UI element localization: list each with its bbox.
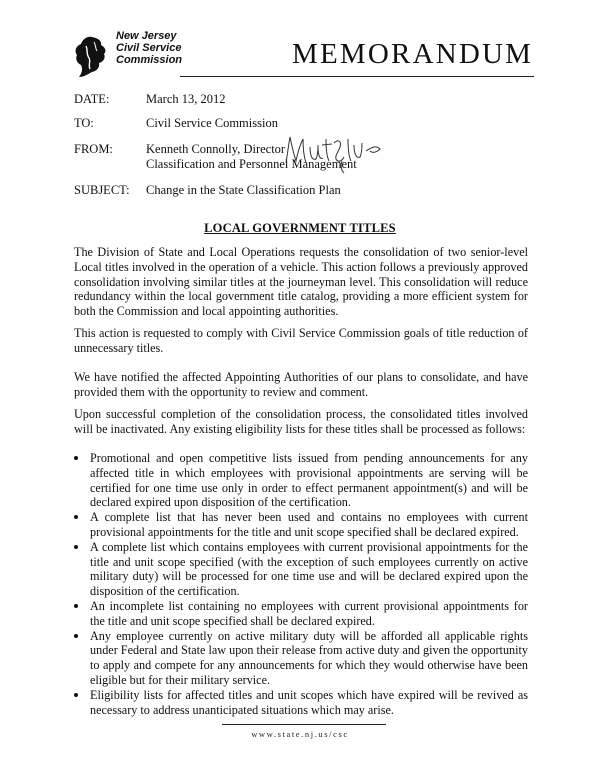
paragraph-text: We have notified the affected Appointing Authorities of our plans to consolidate, and have provided them with the opportunity to review and comment. (74, 370, 528, 399)
bullet-icon (74, 545, 78, 549)
paragraph-text: Upon successful completion of the consolidation process, the consolidated titles involved will be inactivated. Any existing eligibility lists for these titles shall be processed as follows: (74, 407, 528, 436)
subject-value: Change in the State Classification Plan (146, 183, 341, 197)
list-item-text: An incomplete list containing no employees with current provisional appointments for the title and unit scope specified shall be declared expired. (90, 598, 528, 628)
date-value: March 13, 2012 (146, 92, 226, 106)
from-value-line2: Classification and Personnel Management (146, 157, 357, 171)
bullet-icon (74, 456, 78, 460)
paragraph-1 (74, 245, 528, 319)
list-item (74, 599, 528, 629)
subject-label: SUBJECT: (74, 183, 130, 197)
bullet-icon (74, 634, 78, 638)
footer-url[interactable]: www.state.nj.us/csc (251, 729, 349, 739)
list-item-text: Eligibility lists for affected titles and unit scopes which have expired will be revived as necessary to address unanticipated situations which may arise. (90, 687, 528, 717)
from-label: FROM: (74, 142, 113, 156)
agency-name-line1: New Jersey (116, 30, 177, 42)
footer-divider (222, 724, 386, 725)
list-item (74, 451, 528, 510)
list-item-text: Promotional and open competitive lists issued from pending announcements for any affected title in which employees with provisional appointments are serving will be certified for one time use only in order to effect permanent appointment(s) and will be declared expired upon disposition of the certification. (90, 451, 528, 510)
paragraph-text: This action is requested to comply with Civil Service Commission goals of title reduction of unnecessary titles. (74, 326, 528, 355)
paragraph-2 (74, 326, 528, 356)
section-heading: LOCAL GOVERNMENT TITLES (204, 221, 396, 235)
list-item (74, 510, 528, 540)
paragraph-text: The Division of State and Local Operations requests the consolidation of two senior-level Local titles involved in the operation of a vehicle. This action follows a previously approved consolidation involving similar titles at the journeyman level. This consolidation will reduce redundancy within the local government title catalog, providing a more efficient system for both the Commission and local appointing authorities. (74, 245, 528, 319)
list-item (74, 688, 528, 718)
processing-rules-list (74, 451, 528, 717)
list-item-text: A complete list that has never been used and contains no employees with current provisional appointments for the title and unit scope specified shall be declared expired. (90, 510, 528, 539)
to-value: Civil Service Commission (146, 116, 278, 130)
agency-logo (72, 30, 192, 80)
bullet-icon (74, 604, 78, 608)
bullet-icon (74, 693, 78, 697)
memo-title: MEMORANDUM (292, 38, 534, 70)
date-label: DATE: (74, 92, 110, 106)
list-item-text: Any employee currently on active military duty will be afforded all applicable rights under Federal and State law upon their release from active duty and given the opportunity to apply and compete for any announcements for which they would otherwise have been eligible but for their military service. (90, 628, 528, 687)
handwritten-signature (280, 133, 390, 175)
agency-name-line2: Civil Service (116, 42, 182, 54)
list-item-text: A complete list which contains employees with current provisional appointments for the title and unit scope specified (with the exception of such employees currently on active military duty) will be processed for one time use and will be declared expired upon the disposition of the certification. (90, 539, 528, 599)
to-label: TO: (74, 116, 94, 130)
bullet-icon (74, 515, 78, 519)
paragraph-3 (74, 370, 528, 400)
list-item (74, 629, 528, 688)
new-jersey-state-silhouette-icon (72, 36, 110, 78)
paragraph-4 (74, 407, 528, 437)
agency-name-line3: Commission (116, 54, 183, 66)
from-value-line1: Kenneth Connolly, Director (146, 142, 286, 156)
list-item (74, 540, 528, 599)
header-divider (180, 76, 534, 77)
agency-name (116, 30, 182, 66)
